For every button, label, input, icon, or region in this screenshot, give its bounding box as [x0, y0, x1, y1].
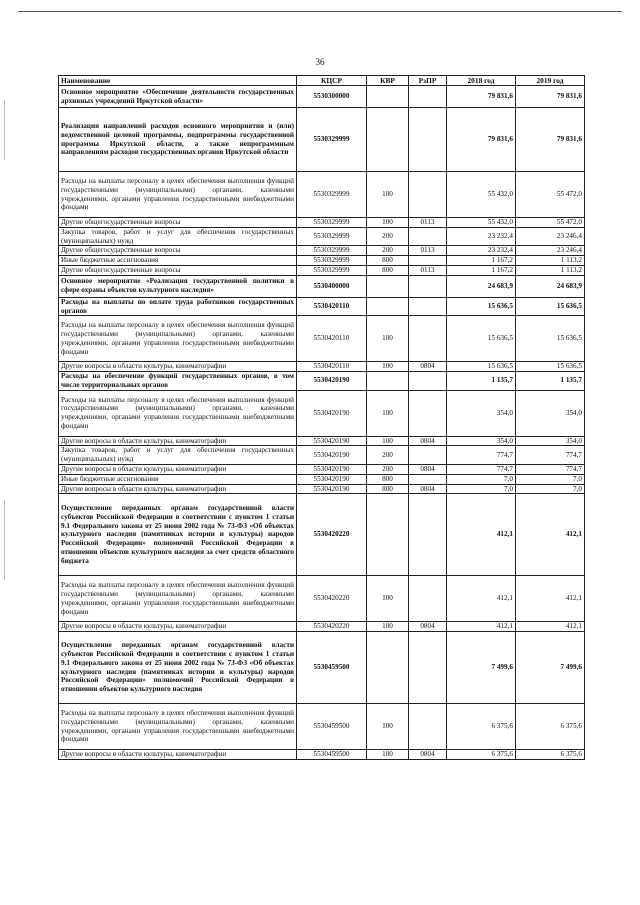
row-kcsr-cell: 5530420190: [297, 474, 367, 484]
row-rzpr-cell: 0804: [409, 436, 447, 446]
row-2019-cell: 15 636,5: [516, 297, 585, 316]
table-row: [59, 390, 585, 436]
row-2019-cell: 1 135,7: [516, 372, 585, 391]
column-header-name: Наименование: [59, 76, 297, 86]
budget-table: [58, 75, 585, 760]
row-name-cell: Расходы на выплаты персоналу в целях обеспечения выполнения функций государственными (муниципальными) органами, казенными учреждениями, органами управления государственными внебюджетными фондами: [59, 316, 297, 362]
row-name-cell: Другие вопросы в области культуры, кинематографии: [59, 362, 297, 372]
table-row: [59, 436, 585, 446]
row-2018-cell: 79 831,6: [447, 108, 516, 172]
row-2018-cell: 354,0: [447, 436, 516, 446]
row-kvr-cell: [367, 86, 409, 108]
row-kvr-cell: [367, 372, 409, 391]
row-rzpr-cell: 0113: [409, 265, 447, 275]
row-2018-cell: 6 375,6: [447, 750, 516, 760]
table-row: [59, 464, 585, 474]
row-2019-cell: 412,1: [516, 494, 585, 576]
row-rzpr-cell: [409, 275, 447, 297]
row-kcsr-cell: 5530420190: [297, 446, 367, 465]
row-rzpr-cell: 0804: [409, 750, 447, 760]
row-2018-cell: 774,7: [447, 464, 516, 474]
row-2018-cell: 1 135,7: [447, 372, 516, 391]
row-2019-cell: 412,1: [516, 622, 585, 632]
table-header-row: [59, 76, 585, 86]
row-2018-cell: 15 636,5: [447, 297, 516, 316]
table-row: [59, 86, 585, 108]
table-row: [59, 484, 585, 494]
row-2019-cell: 1 113,2: [516, 256, 585, 266]
row-name-cell: Закупка товаров, работ и услуг для обеспечения государственных (муниципальных) нужд: [59, 446, 297, 465]
row-kvr-cell: [367, 494, 409, 576]
row-kvr-cell: 100: [367, 622, 409, 632]
row-name-cell: Другие вопросы в области культуры, кинематографии: [59, 622, 297, 632]
row-kcsr-cell: 5530420110: [297, 316, 367, 362]
column-header-2018: 2018 год: [447, 76, 516, 86]
table-row: [59, 704, 585, 750]
row-name-cell: Осуществление переданных органам государственной власти субъектов Российской Федерации в соответствии с пунктом 1 статьи 9.1 Федерального закона от 25 июня 2002 года № 73-ФЗ «Об объектах культурного наследия (памятниках истории и культуры) народов Российской Федерации» полномочий Российской Федерации в отношении объектов культурного наследия за счет средств областного бюджета: [59, 494, 297, 576]
row-2019-cell: 7,0: [516, 474, 585, 484]
row-name-cell: Расходы на выплаты персоналу в целях обеспечения выполнения функций государственными (муниципальными) органами, казенными учреждениями, органами управления государственными внебюджетными фондами: [59, 390, 297, 436]
row-2018-cell: 24 683,9: [447, 275, 516, 297]
row-rzpr-cell: [409, 297, 447, 316]
row-2019-cell: 79 831,6: [516, 108, 585, 172]
row-kvr-cell: 100: [367, 390, 409, 436]
row-name-cell: Осуществление переданных органам государственной власти субъектов Российской Федерации в соответствии с пунктом 1 статьи 9.1 Федерального закона от 25 июня 2002 года № 73-ФЗ «Об объектах культурного наследия (памятниках истории и культуры) народов Российской Федерации» полномочий Российской Федерации в отношении объектов культурного наследия: [59, 632, 297, 704]
row-kcsr-cell: 5530329999: [297, 227, 367, 246]
row-rzpr-cell: [409, 390, 447, 436]
row-name-cell: Расходы на выплаты персоналу в целях обеспечения выполнения функций государственными (муниципальными) органами, казенными учреждениями, органами управления государственными внебюджетными фондами: [59, 704, 297, 750]
row-kcsr-cell: 5530459500: [297, 750, 367, 760]
row-2019-cell: 1 113,2: [516, 265, 585, 275]
row-kcsr-cell: 5530329999: [297, 256, 367, 266]
row-name-cell: Закупка товаров, работ и услуг для обеспечения государственных (муниципальных) нужд: [59, 227, 297, 246]
row-kvr-cell: 100: [367, 704, 409, 750]
row-rzpr-cell: [409, 576, 447, 622]
row-2018-cell: 55 432,0: [447, 218, 516, 228]
table-row: [59, 297, 585, 316]
row-2018-cell: 15 636,5: [447, 362, 516, 372]
table-body: [59, 86, 585, 760]
row-kvr-cell: 200: [367, 227, 409, 246]
row-kcsr-cell: 5530420190: [297, 464, 367, 474]
column-header-kvr: КВР: [367, 76, 409, 86]
row-kcsr-cell: 5530329999: [297, 265, 367, 275]
row-kcsr-cell: 5530329999: [297, 108, 367, 172]
row-2018-cell: 1 167,2: [447, 265, 516, 275]
column-header-rzpr: РзПР: [409, 76, 447, 86]
row-2018-cell: 7,0: [447, 484, 516, 494]
row-name-cell: Расходы на выплаты персоналу в целях обеспечения выполнения функций государственными (муниципальными) органами, казенными учреждениями, органами управления государственными внебюджетными фондами: [59, 576, 297, 622]
row-kvr-cell: 800: [367, 256, 409, 266]
row-2019-cell: 354,0: [516, 390, 585, 436]
row-rzpr-cell: [409, 172, 447, 218]
row-2019-cell: 15 636,5: [516, 316, 585, 362]
page-number: 36: [315, 57, 325, 67]
row-2018-cell: 79 831,6: [447, 86, 516, 108]
scan-margin-mark: [4, 100, 5, 160]
table-row: [59, 172, 585, 218]
row-kcsr-cell: 5530420190: [297, 484, 367, 494]
row-kcsr-cell: 5530420190: [297, 372, 367, 391]
row-2019-cell: 354,0: [516, 436, 585, 446]
row-name-cell: Другие общегосударственные вопросы: [59, 218, 297, 228]
row-kcsr-cell: 5530329999: [297, 218, 367, 228]
row-2019-cell: 6 375,6: [516, 704, 585, 750]
row-kcsr-cell: 5530420190: [297, 390, 367, 436]
row-kvr-cell: 100: [367, 316, 409, 362]
row-2018-cell: 7 499,6: [447, 632, 516, 704]
row-2019-cell: 6 375,6: [516, 750, 585, 760]
row-rzpr-cell: [409, 704, 447, 750]
row-name-cell: Основное мероприятие «Реализация государственной политики в сфере охраны объектов культурного наследия»: [59, 275, 297, 297]
row-kcsr-cell: 5530420220: [297, 494, 367, 576]
row-rzpr-cell: [409, 227, 447, 246]
row-kcsr-cell: 5530329999: [297, 172, 367, 218]
row-kvr-cell: [367, 632, 409, 704]
row-2019-cell: 7,0: [516, 484, 585, 494]
row-rzpr-cell: [409, 256, 447, 266]
row-2019-cell: 15 636,5: [516, 362, 585, 372]
column-header-kcsr: КЦСР: [297, 76, 367, 86]
row-2018-cell: 6 375,6: [447, 704, 516, 750]
column-header-2019: 2019 год: [516, 76, 585, 86]
row-name-cell: Другие вопросы в области культуры, кинематографии: [59, 436, 297, 446]
row-name-cell: Другие вопросы в области культуры, кинематографии: [59, 484, 297, 494]
row-2019-cell: 23 246,4: [516, 227, 585, 246]
table-row: [59, 362, 585, 372]
row-rzpr-cell: 0804: [409, 362, 447, 372]
row-rzpr-cell: [409, 316, 447, 362]
row-2019-cell: 24 683,9: [516, 275, 585, 297]
row-kvr-cell: 100: [367, 576, 409, 622]
table-row: [59, 218, 585, 228]
row-kcsr-cell: 5530420110: [297, 362, 367, 372]
top-rule: [18, 11, 622, 12]
row-kcsr-cell: 5530400000: [297, 275, 367, 297]
table-row: [59, 474, 585, 484]
table-row: [59, 446, 585, 465]
row-kcsr-cell: 5530420190: [297, 436, 367, 446]
row-name-cell: Расходы на выплаты персоналу в целях обеспечения выполнения функций государственными (муниципальными) органами, казенными учреждениями, органами управления государственными внебюджетными фондами: [59, 172, 297, 218]
row-name-cell: Расходы на обеспечение функций государственных органов, в том числе территориальных органов: [59, 372, 297, 391]
row-2018-cell: 412,1: [447, 622, 516, 632]
row-rzpr-cell: 0804: [409, 484, 447, 494]
row-rzpr-cell: 0804: [409, 622, 447, 632]
row-2018-cell: 412,1: [447, 576, 516, 622]
row-rzpr-cell: 0113: [409, 218, 447, 228]
row-name-cell: Другие общегосударственные вопросы: [59, 265, 297, 275]
row-rzpr-cell: [409, 372, 447, 391]
row-2018-cell: 774,7: [447, 446, 516, 465]
table-row: [59, 246, 585, 256]
row-rzpr-cell: [409, 108, 447, 172]
row-2018-cell: 1 167,2: [447, 256, 516, 266]
row-rzpr-cell: [409, 86, 447, 108]
table-row: [59, 265, 585, 275]
row-kcsr-cell: 5530329999: [297, 246, 367, 256]
row-2018-cell: 23 232,4: [447, 227, 516, 246]
table-row: [59, 316, 585, 362]
row-2019-cell: 79 831,6: [516, 86, 585, 108]
table-row: [59, 275, 585, 297]
row-kvr-cell: 800: [367, 474, 409, 484]
table-row: [59, 372, 585, 391]
row-2019-cell: 774,7: [516, 446, 585, 465]
row-kvr-cell: [367, 108, 409, 172]
row-rzpr-cell: [409, 474, 447, 484]
row-rzpr-cell: [409, 632, 447, 704]
row-kvr-cell: 200: [367, 246, 409, 256]
row-2018-cell: 412,1: [447, 494, 516, 576]
table-row: [59, 632, 585, 704]
row-rzpr-cell: [409, 494, 447, 576]
row-kvr-cell: 800: [367, 265, 409, 275]
row-kcsr-cell: 5530459500: [297, 632, 367, 704]
row-name-cell: Реализация направлений расходов основного мероприятия и (или) ведомственной целевой программы, подпрограммы государственной программы Иркутской области, а также непрограммным направлениям расходов государственных органов Иркутской области: [59, 108, 297, 172]
row-kvr-cell: [367, 297, 409, 316]
row-2018-cell: 23 232,4: [447, 246, 516, 256]
row-2019-cell: 55 472,0: [516, 172, 585, 218]
row-2018-cell: 7,0: [447, 474, 516, 484]
table-row: [59, 750, 585, 760]
row-2018-cell: 354,0: [447, 390, 516, 436]
row-2018-cell: 15 636,5: [447, 316, 516, 362]
row-2019-cell: 7 499,6: [516, 632, 585, 704]
row-name-cell: Другие вопросы в области культуры, кинематографии: [59, 750, 297, 760]
row-2019-cell: 23 246,4: [516, 246, 585, 256]
row-2019-cell: 412,1: [516, 576, 585, 622]
table-row: [59, 494, 585, 576]
row-kvr-cell: 100: [367, 436, 409, 446]
row-name-cell: Другие общегосударственные вопросы: [59, 246, 297, 256]
row-kcsr-cell: 5530420220: [297, 576, 367, 622]
table-row: [59, 256, 585, 266]
row-kvr-cell: 100: [367, 218, 409, 228]
row-kcsr-cell: 5530459500: [297, 704, 367, 750]
row-name-cell: Основное мероприятие «Обеспечение деятельности государственных архивных учреждений Иркутской области»: [59, 86, 297, 108]
table-row: [59, 227, 585, 246]
row-kvr-cell: 100: [367, 750, 409, 760]
row-kvr-cell: 200: [367, 446, 409, 465]
row-kcsr-cell: 5530420220: [297, 622, 367, 632]
row-rzpr-cell: [409, 446, 447, 465]
row-kvr-cell: 200: [367, 464, 409, 474]
table-row: [59, 108, 585, 172]
row-2018-cell: 55 432,0: [447, 172, 516, 218]
row-name-cell: Иные бюджетные ассигнования: [59, 474, 297, 484]
row-rzpr-cell: 0113: [409, 246, 447, 256]
row-name-cell: Иные бюджетные ассигнования: [59, 256, 297, 266]
row-kcsr-cell: 5530300000: [297, 86, 367, 108]
row-kvr-cell: 800: [367, 484, 409, 494]
row-kvr-cell: [367, 275, 409, 297]
row-kvr-cell: 100: [367, 172, 409, 218]
scan-margin-mark: [4, 500, 5, 580]
table-row: [59, 576, 585, 622]
row-name-cell: Расходы на выплаты по оплате труда работников государственных органов: [59, 297, 297, 316]
row-rzpr-cell: 0804: [409, 464, 447, 474]
row-kcsr-cell: 5530420110: [297, 297, 367, 316]
row-kvr-cell: 100: [367, 362, 409, 372]
row-2019-cell: 55 472,0: [516, 218, 585, 228]
row-2019-cell: 774,7: [516, 464, 585, 474]
row-name-cell: Другие вопросы в области культуры, кинематографии: [59, 464, 297, 474]
table-row: [59, 622, 585, 632]
